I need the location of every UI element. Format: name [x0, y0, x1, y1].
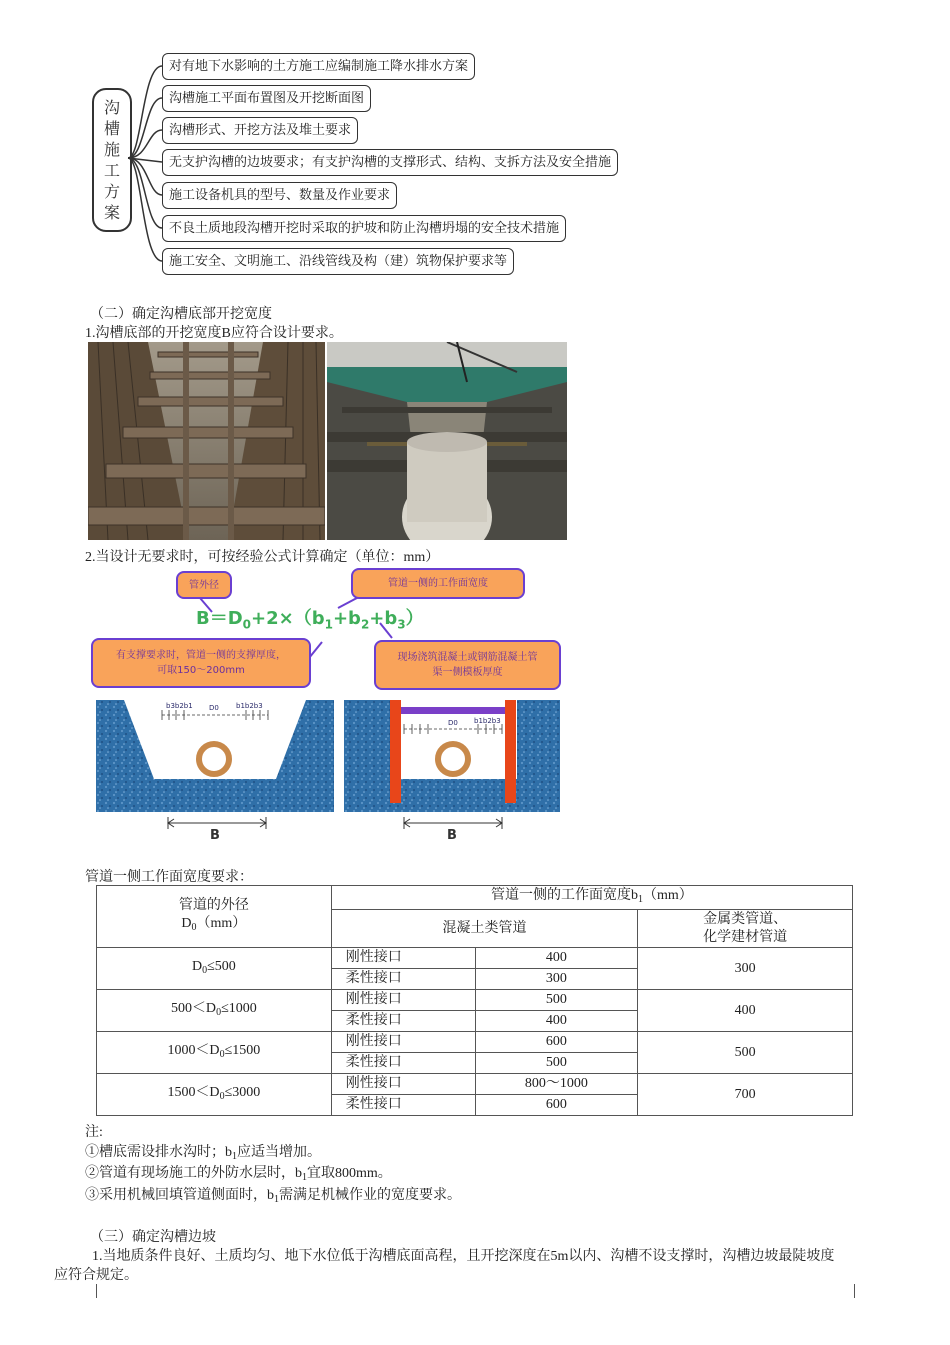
table-cell: 300: [475, 969, 638, 990]
trench-diagrams: [96, 697, 566, 842]
b-label: B: [210, 828, 220, 842]
table-row: [97, 1032, 853, 1053]
table-cell: 600: [475, 1032, 638, 1053]
diameter-cell: $1500<D_0\le 3000$: [97, 1074, 332, 1116]
paragraph: 1.当地质条件良好、土质均匀、地下水位低于沟槽底面高程，且开挖深度在5m以内、沟槽不设支撑时，沟槽边坡最陡坡度: [92, 1249, 835, 1264]
note-item: ①槽底需设排水沟时；$b_1$应适当增加。: [85, 1145, 321, 1162]
table-row: [97, 1074, 853, 1095]
section-heading: （二）确定沟槽底部开挖宽度: [90, 307, 272, 322]
joint-type: 刚性接口: [331, 948, 475, 969]
table-cell: 600: [475, 1095, 638, 1116]
paragraph: 2.当设计无要求时，可按经验公式计算确定（单位：mm）: [85, 550, 440, 565]
dim-label: D0: [209, 704, 219, 712]
note-item: ②管道有现场施工的外防水层时，$b_1$宜取800mm。: [85, 1166, 392, 1183]
diameter-cell: $D_0\le 500$: [97, 948, 332, 990]
work-width-table: [96, 885, 853, 1116]
mindmap-item: 沟槽形式、开挖方法及堆土要求: [162, 117, 358, 144]
paragraph: 应符合规定。: [54, 1268, 138, 1283]
notes-title: 注:: [85, 1125, 103, 1140]
callout-d0: 管外径: [176, 571, 232, 599]
header-outer-diameter: 管道的外径 $D_0(mm)$: [97, 886, 332, 948]
mindmap-item: 施工设备机具的型号、数量及作业要求: [162, 182, 397, 209]
formula: $B=D_0+2\times(b_1+b_2+b_3)$: [196, 608, 424, 632]
paragraph: 1.沟槽底部的开挖宽度B应符合设计要求。: [85, 326, 343, 341]
b-label: B: [447, 828, 457, 842]
table-cell: 400: [638, 990, 853, 1032]
section-heading: （三）确定沟槽边坡: [90, 1230, 216, 1245]
note-item: ③采用机械回填管道侧面时，$b_1$需满足机械作业的宽度要求。: [85, 1188, 461, 1205]
table-caption: 管道一侧工作面宽度要求：: [85, 870, 253, 885]
callout-b1: 管道一侧的工作面宽度: [351, 568, 525, 599]
table-cell: 500: [475, 1053, 638, 1074]
table-top-fragment: [96, 1284, 855, 1298]
header-metal: 金属类管道、 化学建材管道: [638, 910, 853, 948]
joint-type: 刚性接口: [331, 1032, 475, 1053]
dim-label: D0: [448, 719, 458, 727]
diameter-cell: $1000<D_0\le 1500$: [97, 1032, 332, 1074]
joint-type: 柔性接口: [331, 969, 475, 990]
mindmap-item: 对有地下水影响的土方施工应编制施工降水排水方案: [162, 53, 475, 80]
table-row: [97, 990, 853, 1011]
mindmap-item: 无支护沟槽的边坡要求；有支护沟槽的支撑形式、结构、支拆方法及安全措施: [162, 149, 618, 176]
open-trench-diagram: [96, 700, 334, 842]
table-cell: 500: [638, 1032, 853, 1074]
header-concrete: 混凝土类管道: [331, 910, 638, 948]
joint-type: 柔性接口: [331, 1011, 475, 1032]
mindmap-item: 沟槽施工平面布置图及开挖断面图: [162, 85, 371, 112]
diameter-cell: $500<D_0\le 1000$: [97, 990, 332, 1032]
mindmap-item: 不良土质地段沟槽开挖时采取的护坡和防止沟槽坍塌的安全技术措施: [162, 215, 566, 242]
table-row: [97, 948, 853, 969]
dim-label: b3b2b1: [405, 717, 432, 725]
table-cell: 500: [475, 990, 638, 1011]
mindmap-root-label: 沟槽施工方案: [103, 98, 120, 222]
mindmap-item: 施工安全、文明施工、沿线管线及构（建）筑物保护要求等: [162, 248, 514, 275]
table-cell: 700: [638, 1074, 853, 1116]
callout-b2: 有支撑要求时，管道一侧的支撑厚度， 可取150～200mm: [91, 638, 311, 688]
table-cell: 400: [475, 948, 638, 969]
dim-label: b1b2b3: [474, 717, 501, 725]
joint-type: 柔性接口: [331, 1095, 475, 1116]
trench-photo-pipe: [327, 342, 567, 540]
joint-type: 柔性接口: [331, 1053, 475, 1074]
shored-trench-diagram: [344, 700, 560, 842]
dim-label: b3b2b1: [166, 702, 193, 710]
table-cell: 800～1000: [475, 1074, 638, 1095]
mindmap-connectors: [0, 0, 950, 290]
dim-label: b1b2b3: [236, 702, 263, 710]
table-cell: 400: [475, 1011, 638, 1032]
joint-type: 刚性接口: [331, 990, 475, 1011]
header-work-width: 管道一侧的工作面宽度$b_1(mm)$: [331, 886, 852, 910]
joint-type: 刚性接口: [331, 1074, 475, 1095]
trench-photo-shoring: [88, 342, 325, 540]
callout-b3: 现场浇筑混凝土或钢筋混凝土管 渠一侧模板厚度: [374, 640, 561, 690]
table-cell: 300: [638, 948, 853, 990]
